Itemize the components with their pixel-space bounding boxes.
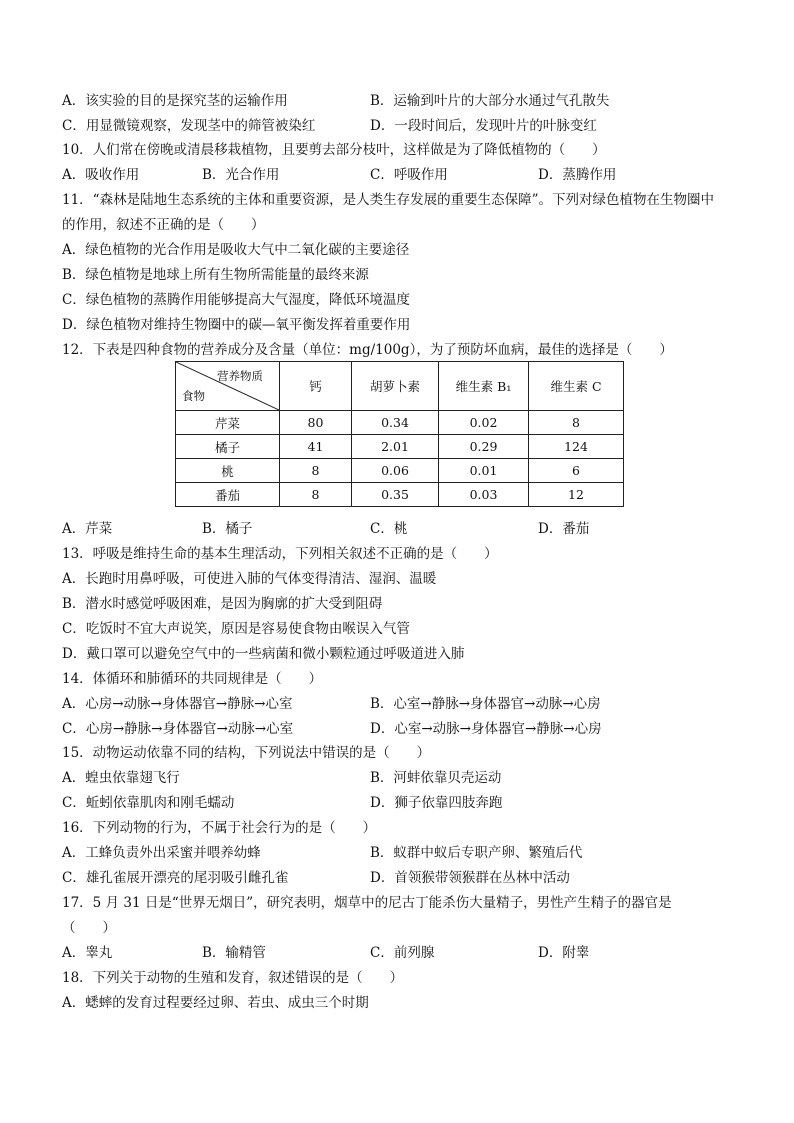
q16-option-b: B．蚁群中蚁后专职产卵、繁殖后代 (370, 845, 583, 861)
q12-option-a: A．芹菜 (62, 521, 113, 537)
q9-option-d: D．一段时间后，发现叶片的叶脉变红 (370, 118, 597, 134)
q15-option-d: D．狮子依靠四肢奔跑 (370, 795, 503, 811)
q14-option-a: A．心房→动脉→身体器官→静脉→心室 (62, 696, 293, 712)
q14-option-b: B．心室→静脉→身体器官→动脉→心房 (370, 696, 601, 712)
table-cell: 80 (280, 411, 352, 435)
q12-stem: 12．下表是四种食物的营养成分及含量（单位：mg/100g），为了预防坏血病，最佳的选择是（ ） (62, 342, 673, 358)
q13-option-d: D．戴口罩可以避免空气中的一些病菌和微小颗粒通过呼吸道进入肺 (62, 646, 465, 662)
table-cell: 0.03 (439, 483, 529, 507)
q14-stem: 14．体循环和肺循环的共同规律是（ ） (62, 671, 323, 687)
q13-stem: 13．呼吸是维持生命的基本生理活动，下列相关叙述不正确的是（ ） (62, 546, 498, 562)
row-food: 橘子 (176, 435, 280, 459)
q9-option-b: B．运输到叶片的大部分水通过气孔散失 (370, 93, 610, 109)
row-food: 芹菜 (176, 411, 280, 435)
table-cell: 6 (529, 459, 624, 483)
table-header-row (176, 362, 624, 411)
q11-option-b: B．绿色植物是地球上所有生物所需能量的最终来源 (62, 267, 369, 283)
column-header: 胡萝卜素 (352, 362, 439, 411)
q17-option-b: B．输精管 (202, 945, 266, 961)
q15-option-b: B．河蚌依靠贝壳运动 (370, 770, 502, 786)
q17-stem-line1: 17．5 月 31 日是“世界无烟日”，研究表明，烟草中的尼古丁能杀伤大量精子，男性产生精子的器官是 (62, 895, 672, 911)
table-row (176, 411, 624, 435)
table-cell: 0.29 (439, 435, 529, 459)
table-cell: 12 (529, 483, 624, 507)
table-cell: 8 (529, 411, 624, 435)
column-header: 维生素 B₁ (439, 362, 529, 411)
q12-option-d: D．番茄 (538, 521, 590, 537)
q11-stem-line2: 的作用，叙述不正确的是（ ） (62, 217, 265, 233)
table-cell: 0.02 (439, 411, 529, 435)
q18-stem: 18．下列关于动物的生殖和发育，叙述错误的是（ ） (62, 970, 404, 986)
q17-stem-line2: （ ） (62, 920, 116, 936)
table-cell: 124 (529, 435, 624, 459)
q9-option-c: C．用显微镜观察，发现茎中的筛管被染红 (62, 118, 316, 134)
table-cell: 2.01 (352, 435, 439, 459)
q17-option-c: C．前列腺 (370, 945, 435, 961)
q16-option-d: D．首领猴带领猴群在丛林中活动 (370, 870, 570, 886)
q11-option-d: D．绿色植物对维持生物圈中的碳—氧平衡发挥着重要作用 (62, 317, 411, 333)
q9-option-a: A．该实验的目的是探究茎的运输作用 (62, 93, 288, 109)
q12-option-c: C．桃 (370, 521, 408, 537)
q10-option-c: C．呼吸作用 (370, 167, 448, 183)
q10-option-d: D．蒸腾作用 (538, 167, 617, 183)
row-food: 桃 (176, 459, 280, 483)
corner-label-food: 食物 (182, 389, 205, 403)
column-header: 维生素 C (529, 362, 624, 411)
table-cell: 0.34 (352, 411, 439, 435)
q10-option-a: A．吸收作用 (62, 167, 140, 183)
q13-option-b: B．潜水时感觉呼吸困难，是因为胸廓的扩大受到阻碍 (62, 596, 383, 612)
column-header: 钙 (280, 362, 352, 411)
nutrition-table (175, 361, 624, 507)
q11-option-c: C．绿色植物的蒸腾作用能够提高大气湿度，降低环境温度 (62, 292, 410, 308)
q15-stem: 15．动物运动依靠不同的结构，下列说法中错误的是（ ） (62, 745, 431, 761)
row-food: 番茄 (176, 483, 280, 507)
q13-option-a: A．长跑时用鼻呼吸，可使进入肺的气体变得清洁、湿润、温暖 (62, 571, 437, 587)
q14-option-d: D．心室→动脉→身体器官→静脉→心房 (370, 721, 602, 737)
table-cell: 0.01 (439, 459, 529, 483)
q12-option-b: B．橘子 (202, 521, 253, 537)
table-row (176, 483, 624, 507)
q13-option-c: C．吃饭时不宜大声说笑，原因是容易使食物由喉误入气管 (62, 621, 410, 637)
q14-option-c: C．心房→静脉→身体器官→动脉→心室 (62, 721, 294, 737)
table-cell: 8 (280, 483, 352, 507)
q11-option-a: A．绿色植物的光合作用是吸收大气中二氧化碳的主要途径 (62, 242, 410, 258)
q11-stem-line1: 11．“森林是陆地生态系统的主体和重要资源，是人类生存发展的重要生态保障”。下列对绿色植物在生物圈中 (62, 192, 714, 208)
q17-option-d: D．附睾 (538, 945, 590, 961)
table-cell: 0.06 (352, 459, 439, 483)
table-corner-cell (176, 362, 280, 411)
table-row (176, 435, 624, 459)
q16-option-c: C．雄孔雀展开漂亮的尾羽吸引雌孔雀 (62, 870, 289, 886)
q10-option-b: B．光合作用 (202, 167, 280, 183)
q15-option-a: A．蝗虫依靠翅飞行 (62, 770, 180, 786)
table-cell: 8 (280, 459, 352, 483)
q17-option-a: A．睾丸 (62, 945, 113, 961)
corner-label-nutrients: 营养物质 (217, 369, 263, 383)
q15-option-c: C．蚯蚓依靠肌肉和刚毛蠕动 (62, 795, 235, 811)
q16-stem: 16．下列动物的行为，不属于社会行为的是（ ） (62, 820, 377, 836)
table-cell: 41 (280, 435, 352, 459)
q18-option-a: A．蟋蟀的发育过程要经过卵、若虫、成虫三个时期 (62, 995, 369, 1011)
q10-stem: 10．人们常在傍晚或清晨移栽植物，且要剪去部分枝叶，这样做是为了降低植物的（ ） (62, 142, 606, 158)
table-cell: 0.35 (352, 483, 439, 507)
q16-option-a: A．工蜂负责外出采蜜并喂养幼蜂 (62, 845, 261, 861)
table-row (176, 459, 624, 483)
